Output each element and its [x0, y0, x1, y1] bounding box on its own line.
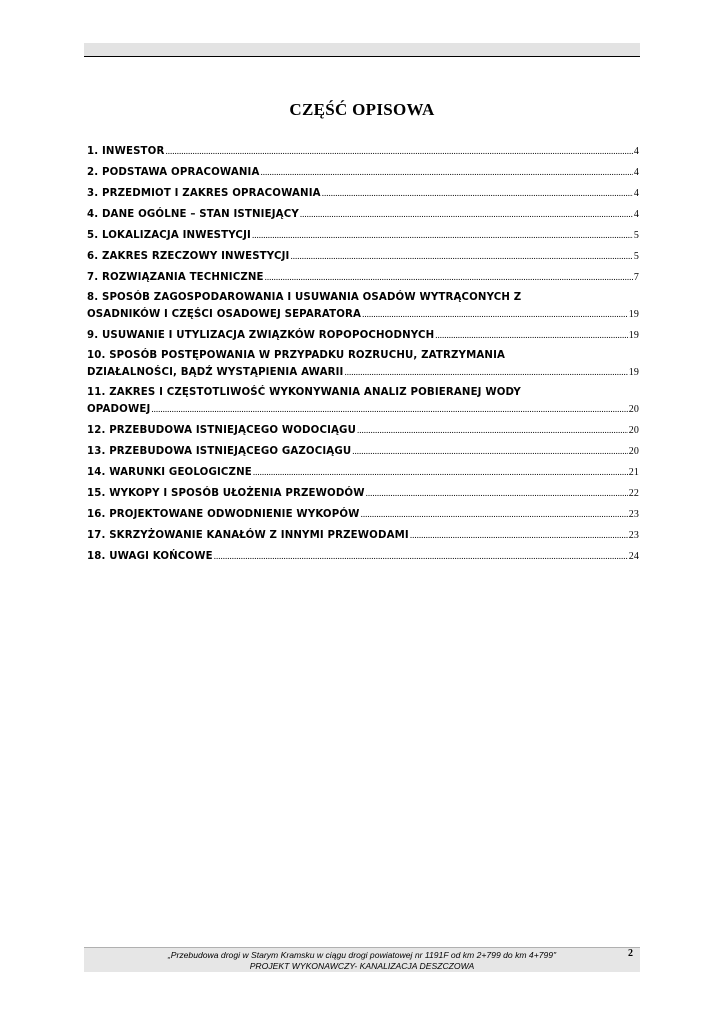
toc-page-number: 20: [628, 446, 639, 457]
toc-entry[interactable]: [87, 443, 639, 460]
toc-page-number: 24: [628, 551, 639, 562]
toc-entry[interactable]: [87, 506, 639, 523]
toc-entry-label: 7. ROZWIĄZANIA TECHNICZNE: [87, 272, 264, 283]
toc-page-number: 23: [628, 509, 639, 520]
toc-dot-leader: [352, 443, 627, 459]
toc-entry-label: DZIAŁALNOŚCI, BĄDŹ WYSTĄPIENIA AWARII: [87, 367, 344, 378]
toc-entry[interactable]: [87, 206, 639, 223]
toc-dot-leader: [151, 401, 627, 417]
toc-entry[interactable]: [87, 327, 639, 344]
toc-entry[interactable]: [87, 269, 639, 286]
toc-entry-label: 17. SKRZYŻOWANIE KANAŁÓW Z INNYMI PRZEWODAMI: [87, 530, 409, 541]
footer-project-subtitle: PROJEKT WYKONAWCZY- KANALIZACJA DESZCZOWA: [249, 961, 475, 971]
toc-page-number: 4: [633, 167, 639, 178]
toc-page-number: 20: [628, 425, 639, 436]
toc-entry-label: 6. ZAKRES RZECZOWY INWESTYCJI: [87, 251, 290, 262]
toc-dot-leader: [265, 269, 633, 285]
page-number: 2: [628, 948, 633, 959]
toc-dot-leader: [322, 185, 633, 201]
toc-entry[interactable]: [87, 185, 639, 202]
toc-entry[interactable]: [87, 164, 639, 181]
toc-entry-label: 13. PRZEBUDOWA ISTNIEJĄCEGO GAZOCIĄGU: [87, 446, 352, 457]
toc-page-number: 4: [633, 209, 639, 220]
toc-page-number: 21: [628, 467, 639, 478]
toc-entry[interactable]: [87, 348, 639, 381]
toc-entry-label: 18. UWAGI KOŃCOWE: [87, 551, 213, 562]
toc-dot-leader: [345, 364, 628, 380]
toc-entry[interactable]: [87, 485, 639, 502]
toc-entry-label: 12. PRZEBUDOWA ISTNIEJĄCEGO WODOCIĄGU: [87, 425, 356, 436]
toc-entry-line: [87, 269, 639, 286]
toc-entry-line: [87, 506, 639, 523]
toc-page-number: 5: [633, 251, 639, 262]
toc-entry-line: [87, 327, 639, 344]
toc-entry[interactable]: [87, 464, 639, 481]
toc-entry-label: OPADOWEJ: [87, 404, 151, 415]
toc-entry-label: 2. PODSTAWA OPRACOWANIA: [87, 167, 260, 178]
toc-entry-line: [87, 548, 639, 565]
toc-dot-leader: [435, 327, 627, 343]
toc-entry-line: [87, 164, 639, 181]
page-header-band: [84, 43, 640, 57]
footer-project-title: „Przebudowa drogi w Starym Kramsku w ciągu drogi powiatowej nr 1191F od km 2+799 do km 4+799": [167, 950, 557, 960]
toc-entry[interactable]: [87, 422, 639, 439]
toc-entry-label: 9. USUWANIE I UTYLIZACJA ZWIĄZKÓW ROPOPOCHODNYCH: [87, 330, 435, 341]
toc-entry-line: [87, 185, 639, 202]
toc-page-number: 20: [628, 404, 639, 415]
toc-entry-label: 1. INWESTOR: [87, 146, 165, 157]
toc-entry-line: [87, 464, 639, 481]
toc-entry[interactable]: [87, 548, 639, 565]
toc-entry-label: 4. DANE OGÓLNE – STAN ISTNIEJĄCY: [87, 209, 299, 220]
toc-entry[interactable]: [87, 385, 639, 418]
toc-page-number: 19: [628, 309, 639, 320]
toc-page-number: 23: [628, 530, 639, 541]
toc-page-number: 4: [633, 146, 639, 157]
toc-dot-leader: [366, 485, 628, 501]
page-title: CZĘŚĆ OPISOWA: [289, 100, 435, 119]
toc-entry[interactable]: [87, 290, 639, 323]
toc-entry-line: [87, 527, 639, 544]
toc-dot-leader: [253, 464, 628, 480]
toc-entry-line: [87, 443, 639, 460]
toc-entry-line: [87, 206, 639, 223]
toc-entry-label: 14. WARUNKI GEOLOGICZNE: [87, 467, 252, 478]
toc-entry-line: [87, 143, 639, 160]
toc-entry-line: [87, 485, 639, 502]
toc-dot-leader: [300, 206, 633, 222]
toc-entry-line: [87, 364, 639, 381]
toc-entry-line: [87, 385, 639, 401]
toc-page-number: 5: [633, 230, 639, 241]
toc-entry-line: [87, 422, 639, 439]
toc-page-number: 7: [633, 272, 639, 283]
toc-dot-leader: [362, 306, 628, 322]
toc-dot-leader: [214, 548, 628, 564]
toc-entry-line: [87, 248, 639, 265]
toc-dot-leader: [357, 422, 628, 438]
toc-entry-label: 8. SPOSÓB ZAGOSPODAROWANIA I USUWANIA OSADÓW WYTRĄCONYCH Z: [87, 292, 522, 303]
toc-entry[interactable]: [87, 227, 639, 244]
toc-dot-leader: [165, 143, 632, 159]
toc-entry-label: 5. LOKALIZACJA INWESTYCJI: [87, 230, 251, 241]
toc-entry-line: [87, 348, 639, 364]
toc-page-number: 4: [633, 188, 639, 199]
toc-entry-label: 15. WYKOPY I SPOSÓB UŁOŻENIA PRZEWODÓW: [87, 488, 365, 499]
toc-dot-leader: [261, 164, 633, 180]
toc-entry-line: [87, 306, 639, 323]
toc-entry-label: 3. PRZEDMIOT I ZAKRES OPRACOWANIA: [87, 188, 321, 199]
toc-entry[interactable]: [87, 527, 639, 544]
toc-entry-line: [87, 290, 639, 306]
toc-entry-line: [87, 227, 639, 244]
toc-entry-label: OSADNIKÓW I CZĘŚCI OSADOWEJ SEPARATORA: [87, 309, 362, 320]
toc-entry-line: [87, 401, 639, 418]
toc-dot-leader: [410, 527, 628, 543]
toc-dot-leader: [361, 506, 628, 522]
page-footer: [84, 950, 640, 972]
toc-entry-label: 10. SPOSÓB POSTĘPOWANIA W PRZYPADKU ROZRUCHU, ZATRZYMANIA: [87, 350, 506, 361]
toc-page-number: 19: [628, 330, 639, 341]
toc-page-number: 19: [628, 367, 639, 378]
toc-dot-leader: [290, 248, 632, 264]
toc-entry-label: 11. ZAKRES I CZĘSTOTLIWOŚĆ WYKONYWANIA ANALIZ POBIERANEJ WODY: [87, 387, 521, 398]
toc-page-number: 22: [628, 488, 639, 499]
toc-dot-leader: [252, 227, 633, 243]
toc-entry[interactable]: [87, 143, 639, 160]
toc-entry[interactable]: [87, 248, 639, 265]
toc-entry-label: 16. PROJEKTOWANE ODWODNIENIE WYKOPÓW: [87, 509, 360, 520]
